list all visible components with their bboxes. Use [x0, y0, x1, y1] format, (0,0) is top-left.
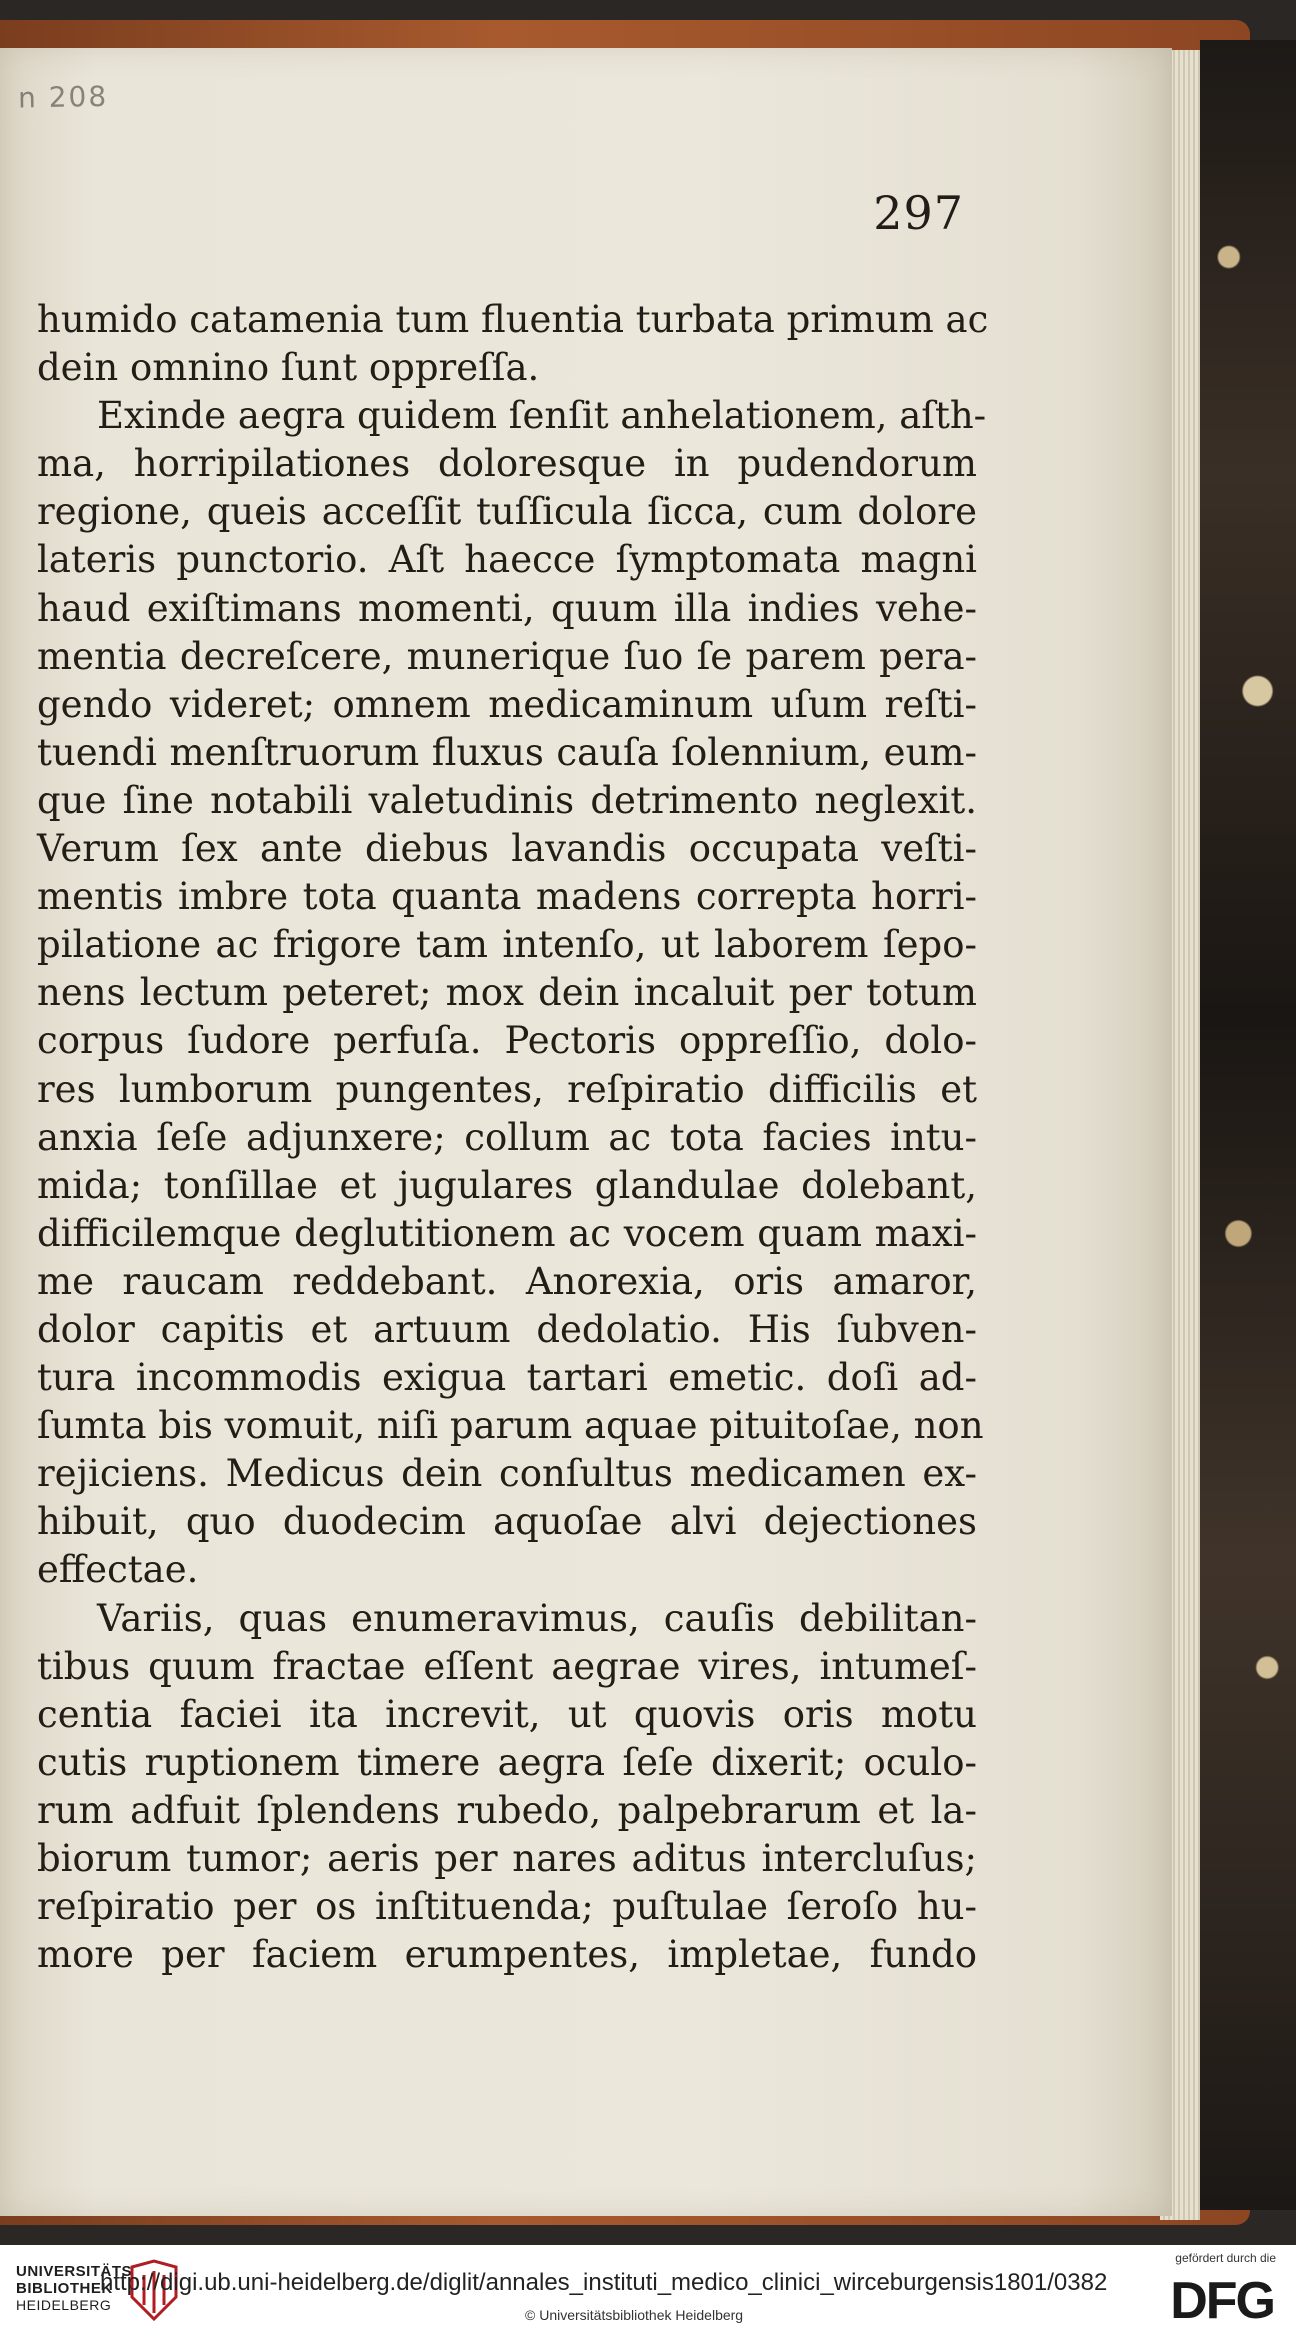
text-line: reſpiratio per os inſtituenda; puſtulae ſeroſo hu- [37, 1885, 977, 1929]
text-line: que ſine notabili valetudinis detrimento neglexit. [37, 778, 977, 822]
text-line: dein omnino ſunt oppreſſa. [37, 346, 540, 390]
institution-line: UNIVERSITÄTS [16, 2263, 133, 2280]
text-line: more per faciem erumpentes, impletae, fundo [37, 1933, 977, 1977]
text-line: tibus quum fractae eſſent aegrae vires, intumeſ- [37, 1644, 977, 1688]
institution-line: HEIDELBERG [16, 2297, 112, 2313]
body-text [37, 296, 989, 1979]
text-line: ma, horripilationes doloresque in pudendorum [37, 442, 977, 486]
text-line: lateris punctorio. Aſt haecce ſymptomata magni [37, 538, 977, 582]
text-line: rejiciens. Medicus dein conſultus medicamen ex- [37, 1452, 977, 1496]
text-line: humido catamenia tum fluentia turbata primum ac [37, 298, 989, 341]
marbled-endpaper [1200, 40, 1296, 2210]
text-line: nens lectum peteret; mox dein incaluit per totum [37, 971, 977, 1015]
text-line: mida; tonſillae et jugulares glandulae dolebant, [37, 1163, 977, 1207]
dfg-logo: DFG [1170, 2272, 1274, 2330]
text-line: pilatione ac frigore tam intenſo, ut laborem ſepo- [37, 923, 977, 967]
text-line: mentia decreſcere, munerique ſuo ſe parem pera- [37, 634, 977, 678]
book-page [0, 48, 1172, 2216]
funding-note: gefördert durch die [1175, 2251, 1276, 2265]
copyright-notice: © Universitätsbibliothek Heidelberg [525, 2307, 744, 2323]
text-line: haud exiſtimans momenti, quum illa indies vehe- [37, 586, 977, 630]
text-line: rum adfuit ſplendens rubedo, palpebrarum et la- [37, 1788, 977, 1832]
pencil-shelfmark: n 208 [17, 79, 109, 115]
text-line: anxia ſeſe adjunxere; collum ac tota facies intu- [37, 1115, 977, 1159]
text-line: Exinde aegra quidem ſenſit anhelationem, aſth- [97, 394, 987, 438]
text-line: tura incommodis exigua tartari emetic. doſi ad- [37, 1356, 977, 1400]
text-line: corpus ſudore perfuſa. Pectoris oppreſſio, dolo- [37, 1019, 977, 1063]
text-line: hibuit, quo duodecim aquoſae alvi dejectiones [37, 1500, 977, 1544]
text-line: gendo videret; omnem medicaminum uſum reſti- [37, 682, 977, 726]
text-line: effectae. [37, 1548, 199, 1592]
text-line: biorum tumor; aeris per nares aditus intercluſus; [37, 1837, 977, 1880]
page-number: 297 [873, 186, 964, 240]
text-line: centia faciei ita increvit, ut quovis oris motu [37, 1692, 977, 1736]
text-line: Variis, quas enumeravimus, cauſis debilitan- [97, 1596, 977, 1640]
text-line: me raucam reddebant. Anorexia, oris amaror, [37, 1259, 977, 1303]
text-line: res lumborum pungentes, reſpiratio difficilis et [37, 1067, 977, 1111]
text-line: tuendi menſtruorum fluxus cauſa ſolennium, eum- [37, 730, 977, 774]
text-line: difficilemque deglutitionem ac vocem quam maxi- [37, 1211, 977, 1255]
text-line: ſumta bis vomuit, niſi parum aquae pituitoſae, non [37, 1404, 984, 1448]
text-line: cutis ruptionem timere aegra ſeſe dixerit; oculo- [37, 1740, 977, 1784]
text-line: dolor capitis et artuum dedolatio. His ſubven- [37, 1307, 977, 1351]
permalink-url[interactable]: http://digi.ub.uni-heidelberg.de/diglit/annales_instituti_medico_clinici_wirceburgensis1801/0382 [100, 2269, 1108, 2296]
text-line: regione, queis acceſſit tuſſicula ſicca, cum dolore [37, 490, 977, 534]
institution-line: BIBLIOTHEK [16, 2280, 113, 2297]
text-line: mentis imbre tota quanta madens correpta horri- [37, 875, 977, 919]
viewer-footer [0, 2245, 1296, 2339]
text-line: Verum ſex ante diebus lavandis occupata veſti- [37, 827, 977, 871]
